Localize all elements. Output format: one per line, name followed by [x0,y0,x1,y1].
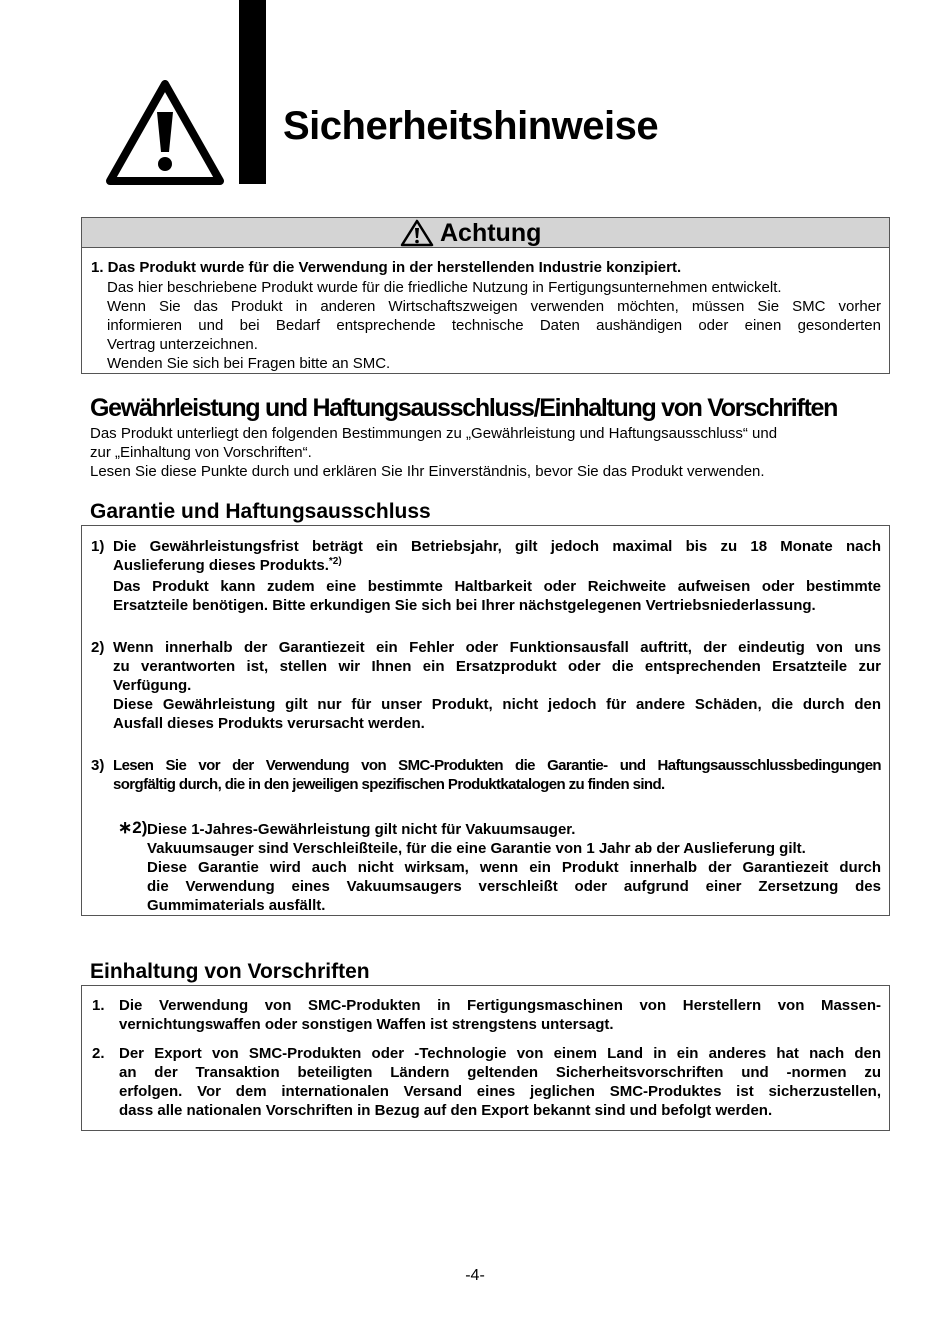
footnote-line: Vakuumsauger sind Verschleißteile, für die eine Garantie von 1 Jahr ab der Auslieferung gilt. [147,840,806,857]
guarantee-title: Garantie und Haftungsausschluss [90,500,431,523]
list-line: Wenn innerhalb der Garantiezeit ein Fehler oder Funktionsausfall auftritt, der eindeutig von uns [113,639,881,656]
caution-header [82,218,889,248]
footnote-line: Diese Garantie wird auch nicht wirksam, wenn ein Produkt innerhalb der Garantiezeit durch [147,859,881,876]
list-line: Auslieferung dieses Produkts.$^{*2)}$ [113,556,342,574]
compliance-box [81,985,890,1131]
list-line: Die Gewährleistungsfrist beträgt ein Betriebsjahr, gilt jedoch maximal bis zu 18 Monate nach [113,538,881,555]
footnote-ref: *2) [328,556,342,567]
intro-line: Das Produkt unterliegt den folgenden Bestimmungen zu „Gewährleistung und Haftungsausschluss“ und [90,425,778,442]
compliance-title: Einhaltung von Vorschriften [90,960,370,983]
list-number: 2. [92,1045,105,1062]
list-line: sorgfältig durch, die in den jeweiligen spezifischen Produktkatalogen zu finden sind. [113,776,665,793]
list-line: Ausfall dieses Produkts verursacht werden. [113,715,425,732]
list-line: Lesen Sie vor der Verwendung von SMC-Produkten die Garantie- und Haftungsausschlussbedingungen [113,757,881,774]
section-title: Gewährleistung und Haftungsausschluss/Einhaltung von Vorschriften [90,394,838,422]
list-line: vernichtungswaffen oder sonstigen Waffen ist strengstens untersagt. [119,1016,614,1033]
caution-line: Das hier beschriebene Produkt wurde für die friedliche Nutzung in Fertigungsunternehmen entwickelt. [107,279,782,296]
guarantee-box [81,525,890,916]
warning-triangle-icon [106,80,224,186]
list-line: Ersatzteile benötigen. Bitte erkundigen Sie sich bei Ihrer nächstgelegenen Vertriebsniederlassung. [113,597,816,614]
intro-line: Lesen Sie diese Punkte durch und erklären Sie Ihr Einverständnis, bevor Sie das Produkt verwenden. [90,463,765,480]
list-number: 2) [91,639,105,656]
caution-line: Wenn Sie das Produkt in anderen Wirtschaftszweigen verwenden möchten, müssen Sie SMC vorher [107,298,881,315]
caution-item-heading: 1. Das Produkt wurde für die Verwendung in der herstellenden Industrie konzipiert. [91,259,682,276]
list-number: 1) [91,538,105,555]
footnote-line: Diese 1-Jahres-Gewährleistung gilt nicht für Vakuumsauger. [147,821,576,838]
list-line: erfolgen. Vor dem internationalen Versand eines jeglichen SMC-Produktes ist sicherzustellen, [119,1083,881,1100]
intro-line: zur „Einhaltung von Vorschriften“. [90,444,312,461]
list-line: Das Produkt kann zudem eine bestimmte Haltbarkeit oder Reichweite aufweisen oder bestimmte [113,578,881,595]
list-line: an der Transaktion beteiligten Ländern geltenden Sicherheitsvorschriften und -normen zu [119,1064,881,1081]
caution-title: Achtung [440,219,542,247]
list-line: Der Export von SMC-Produkten oder -Technologie von einem Land in ein anderes hat nach den [119,1045,881,1062]
page-number: -4- [465,1267,485,1284]
page-title: Sicherheitshinweise [283,104,659,148]
footnote-line: die Verwendung eines Vakuumsaugers verschleißt oder aufgrund einer Zersetzung des [147,878,881,895]
list-number: 3) [91,757,105,774]
footnote-marker: ∗2) [118,818,148,837]
list-line: Verfügung. [113,677,192,694]
list-number: 1. [92,997,105,1014]
list-line: Diese Gewährleistung gilt nur für unser Produkt, nicht jedoch für andere Schäden, die durch den [113,696,881,713]
footnote-line: Gummimaterials ausfällt. [147,897,326,914]
caution-box [81,217,890,374]
caution-line: informieren und bei Bedarf entsprechende technische Daten aushändigen oder einen gesonderten [107,317,881,334]
header-bar [239,0,266,184]
list-line: zu verantworten ist, stellen wir Ihnen ein Ersatzprodukt oder die entsprechenden Ersatzteile zur [113,658,881,675]
caution-line: Vertrag unterzeichnen. [107,336,258,353]
list-line: dass alle nationalen Vorschriften in Bezug auf den Export bekannt sind und befolgt werden. [119,1102,773,1119]
caution-line: Wenden Sie sich bei Fragen bitte an SMC. [107,355,391,372]
list-line: Die Verwendung von SMC-Produkten in Fertigungsmaschinen von Herstellern von Massen- [119,997,881,1014]
warning-triangle-icon [400,219,434,247]
